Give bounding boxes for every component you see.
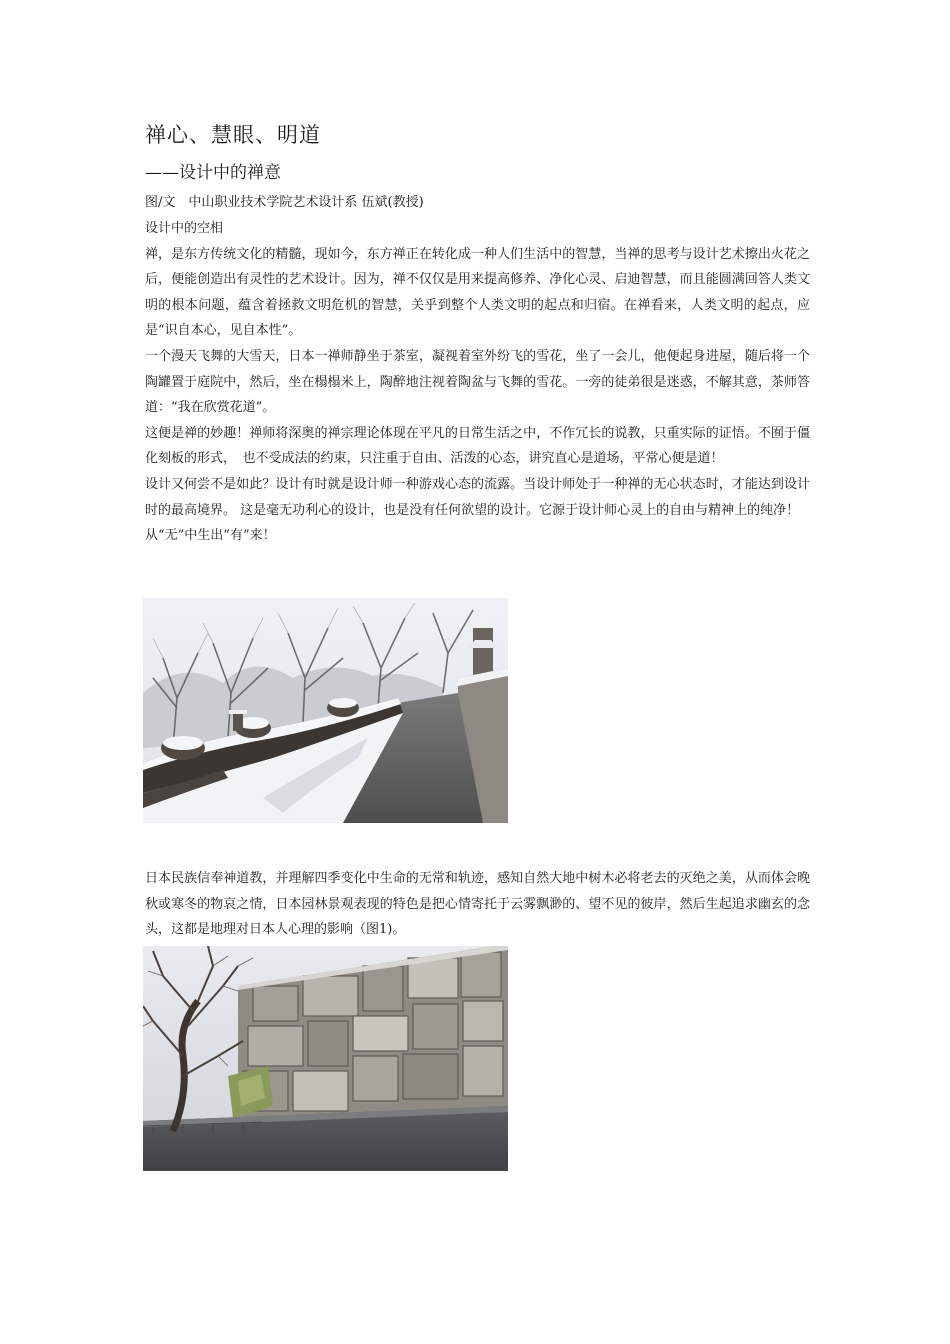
body-paragraph: 禅，是东方传统文化的精髓，现如今，东方禅正在转化成一种人们生活中的智慧，当禅的思考与设计艺术擦出火花之后，便能创造出有灵性的艺术设计。因为，禅不仅仅是用来提高修养、净化心灵、启迪智慧，而且能圆满回答人类文明的根本问题，蕴含着拯救文明危机的智慧，关乎到整个人类文明的起点和归宿。在禅看来，人类文明的起点，应是“识自本心，见自本性”。 [145,246,810,339]
body-paragraph: 这便是禅的妙趣！禅师将深奥的禅宗理论体现在平凡的日常生活之中，不作冗长的说教，只重实际的证悟。不囿于僵化刻板的形式， 也不受成法的约束，只注重于自由、活泼的心态，讲究直心是道场，平常心便是道！ [145,425,810,467]
section-heading: 设计中的空相 [145,221,224,236]
body-text-section-1 [145,216,810,549]
article-title: 禅心、慧眼、明道 [145,123,321,147]
article-byline: 图/文 中山职业技术学院艺术设计系 伍斌(教授) [145,195,424,210]
body-paragraph: 从“无”中生出“有”来！ [145,528,276,544]
body-paragraph: 一个漫天飞舞的大雪天，日本一禅师静坐于茶室，凝视着室外纷飞的雪花，坐了一会儿，他便起身进屋，随后将一个陶罐置于庭院中，然后，坐在榻榻米上，陶醉地注视着陶盆与飞舞的雪花。一旁的徒弟很是迷惑，不解其意，茶师答道：“我在欣赏花道”。 [145,348,810,416]
snow-garden-photo [143,598,508,823]
body-text-section-2 [145,866,810,943]
body-paragraph: 设计又何尝不是如此？设计有时就是设计师一种游戏心态的流露。当设计师处于一种禅的无心状态时，才能达到设计时的最高境界。 这是毫无功利心的设计，也是没有任何欲望的设计。它源于设计师心灵上的自由与精神上的纯净！ [145,476,810,518]
body-paragraph: 日本民族信奉神道教，并理解四季变化中生命的无常和轨迹，感知自然大地中树木必将老去的灭绝之美，从而体会晚秋或寒冬的物哀之情，日本园林景观表现的特色是把心情寄托于云雾飘渺的、望不见的彼岸，然后生起追求幽玄的念头，这都是地理对日本人心理的影响（图1)。 [145,871,810,938]
stone-wall-photo [143,946,508,1171]
article-subtitle: ——设计中的禅意 [145,163,281,183]
